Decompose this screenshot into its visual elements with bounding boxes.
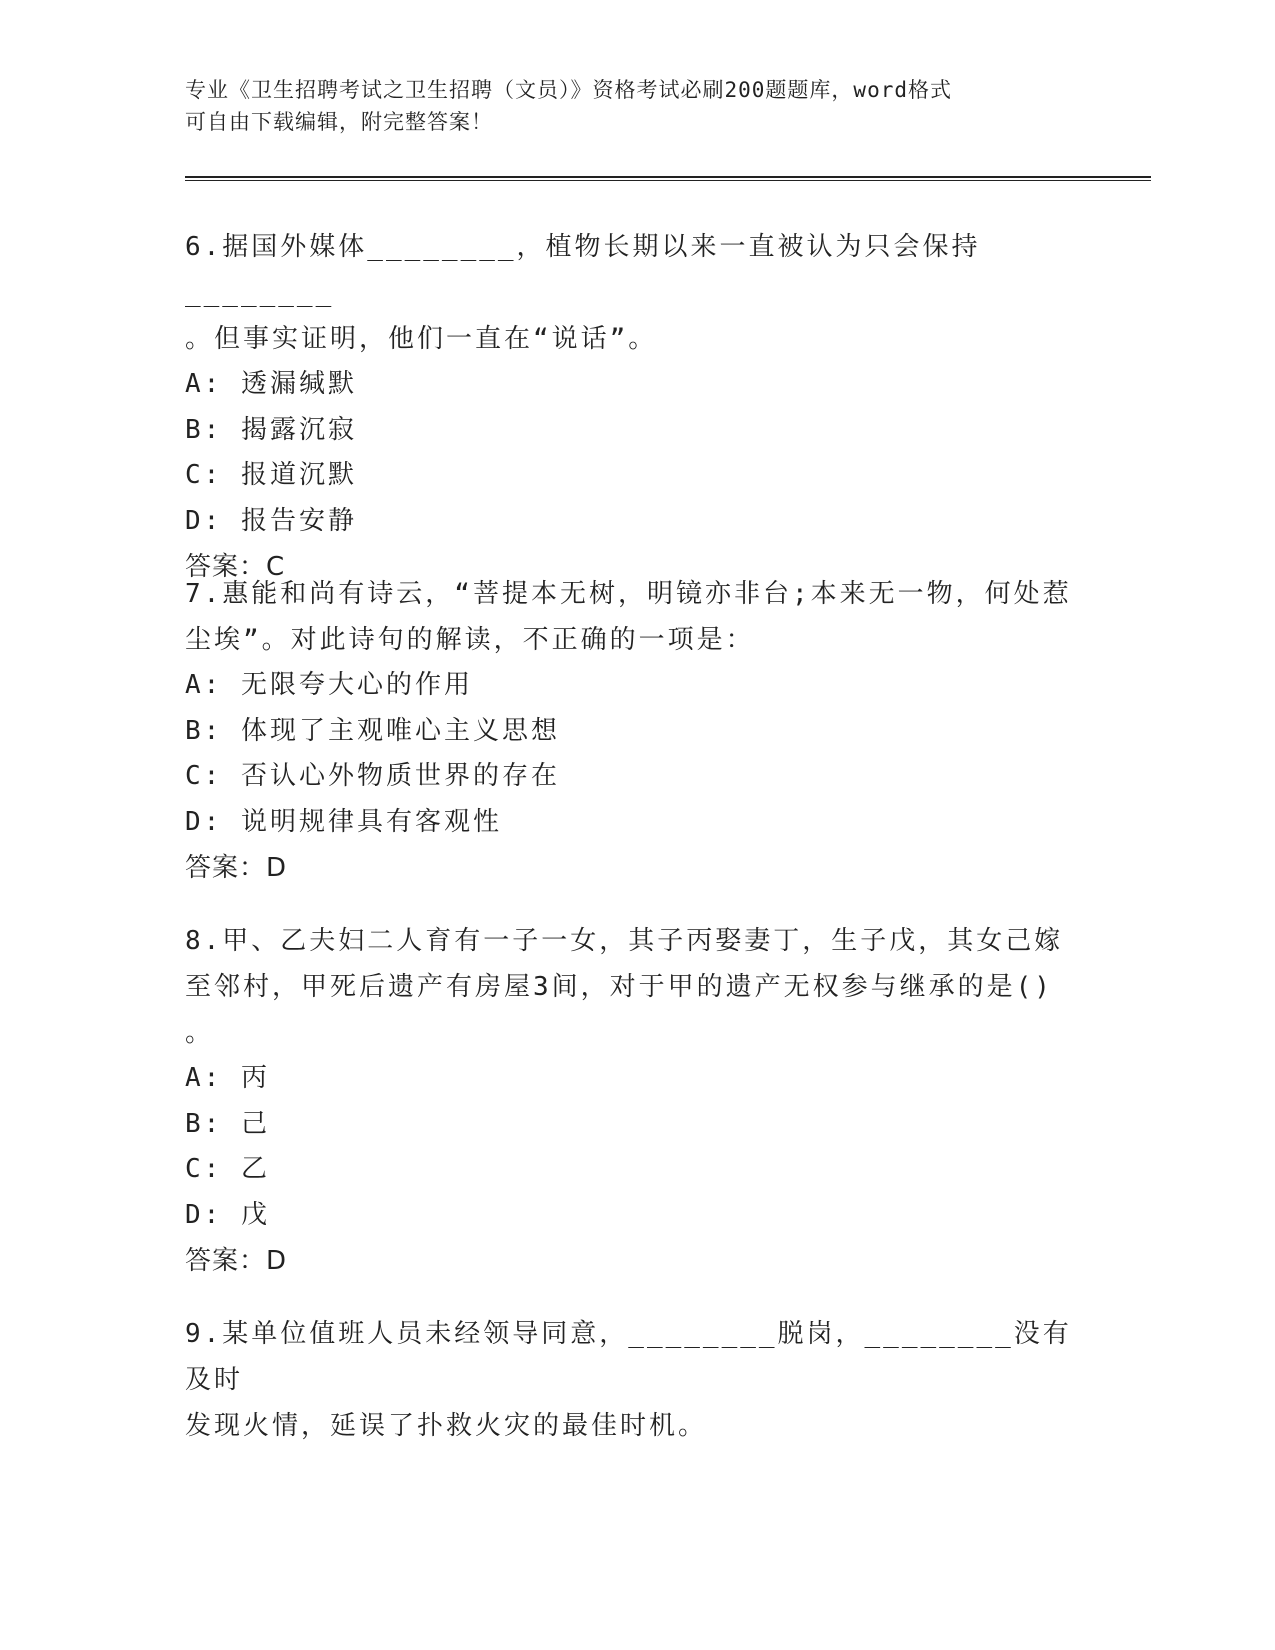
question-stem-line: 。但事实证明，他们一直在“说话”。 [185, 324, 658, 354]
question-9 [185, 1311, 1085, 1449]
header-line-2: 可自由下载编辑，附完整答案！ [185, 110, 493, 134]
option-d: D: 戊 [185, 1199, 270, 1230]
header-line-1: 专业《卫生招聘考试之卫生招聘（文员）》资格考试必刷200题题库，word格式 [185, 78, 952, 102]
option-a: A: 透漏缄默 [185, 369, 357, 399]
header-divider [185, 176, 1151, 181]
question-stem-line: 7.惠能和尚有诗云，“菩提本无树，明镜亦非台;本来无一物，何处惹 [185, 579, 1072, 609]
option-b: B: 体现了主观唯心主义思想 [185, 715, 560, 746]
question-stem-line: 尘埃”。对此诗句的解读，不正确的一项是： [185, 625, 755, 655]
document-header [185, 74, 1065, 138]
option-d: D: 报告安静 [185, 505, 357, 536]
question-7 [185, 571, 1085, 891]
question-stem-line: 9.某单位值班人员未经领导同意，________脱岗，________没有及时 [185, 1319, 1072, 1395]
option-c: C: 乙 [185, 1154, 270, 1184]
question-stem-line: 发现火情，延误了扑救火灾的最佳时机。 [185, 1411, 708, 1441]
option-b: B: 揭露沉寂 [185, 414, 357, 445]
option-b: B: 己 [185, 1108, 270, 1139]
answer-label: 答案：D [185, 853, 288, 883]
option-a: A: 丙 [185, 1063, 270, 1093]
question-stem-line: 8.甲、乙夫妇二人育有一子一女，其子丙娶妻丁，生子戊，其女己嫁 [185, 926, 1064, 956]
option-d: D: 说明规律具有客观性 [185, 806, 502, 837]
question-stem-line: 。 [185, 1018, 215, 1048]
question-6 [185, 224, 1085, 590]
option-c: C: 否认心外物质世界的存在 [185, 761, 560, 791]
answer-label: 答案：C [185, 552, 286, 582]
question-8 [185, 918, 1085, 1284]
option-a: A: 无限夸大心的作用 [185, 670, 473, 700]
answer-label: 答案：D [185, 1246, 288, 1276]
question-stem-line: 至邻村，甲死后遗产有房屋3间，对于甲的遗产无权参与继承的是() [185, 972, 1053, 1002]
option-c: C: 报道沉默 [185, 460, 357, 490]
question-stem-line: 6.据国外媒体________，植物长期以来一直被认为只会保持________ [185, 232, 981, 308]
